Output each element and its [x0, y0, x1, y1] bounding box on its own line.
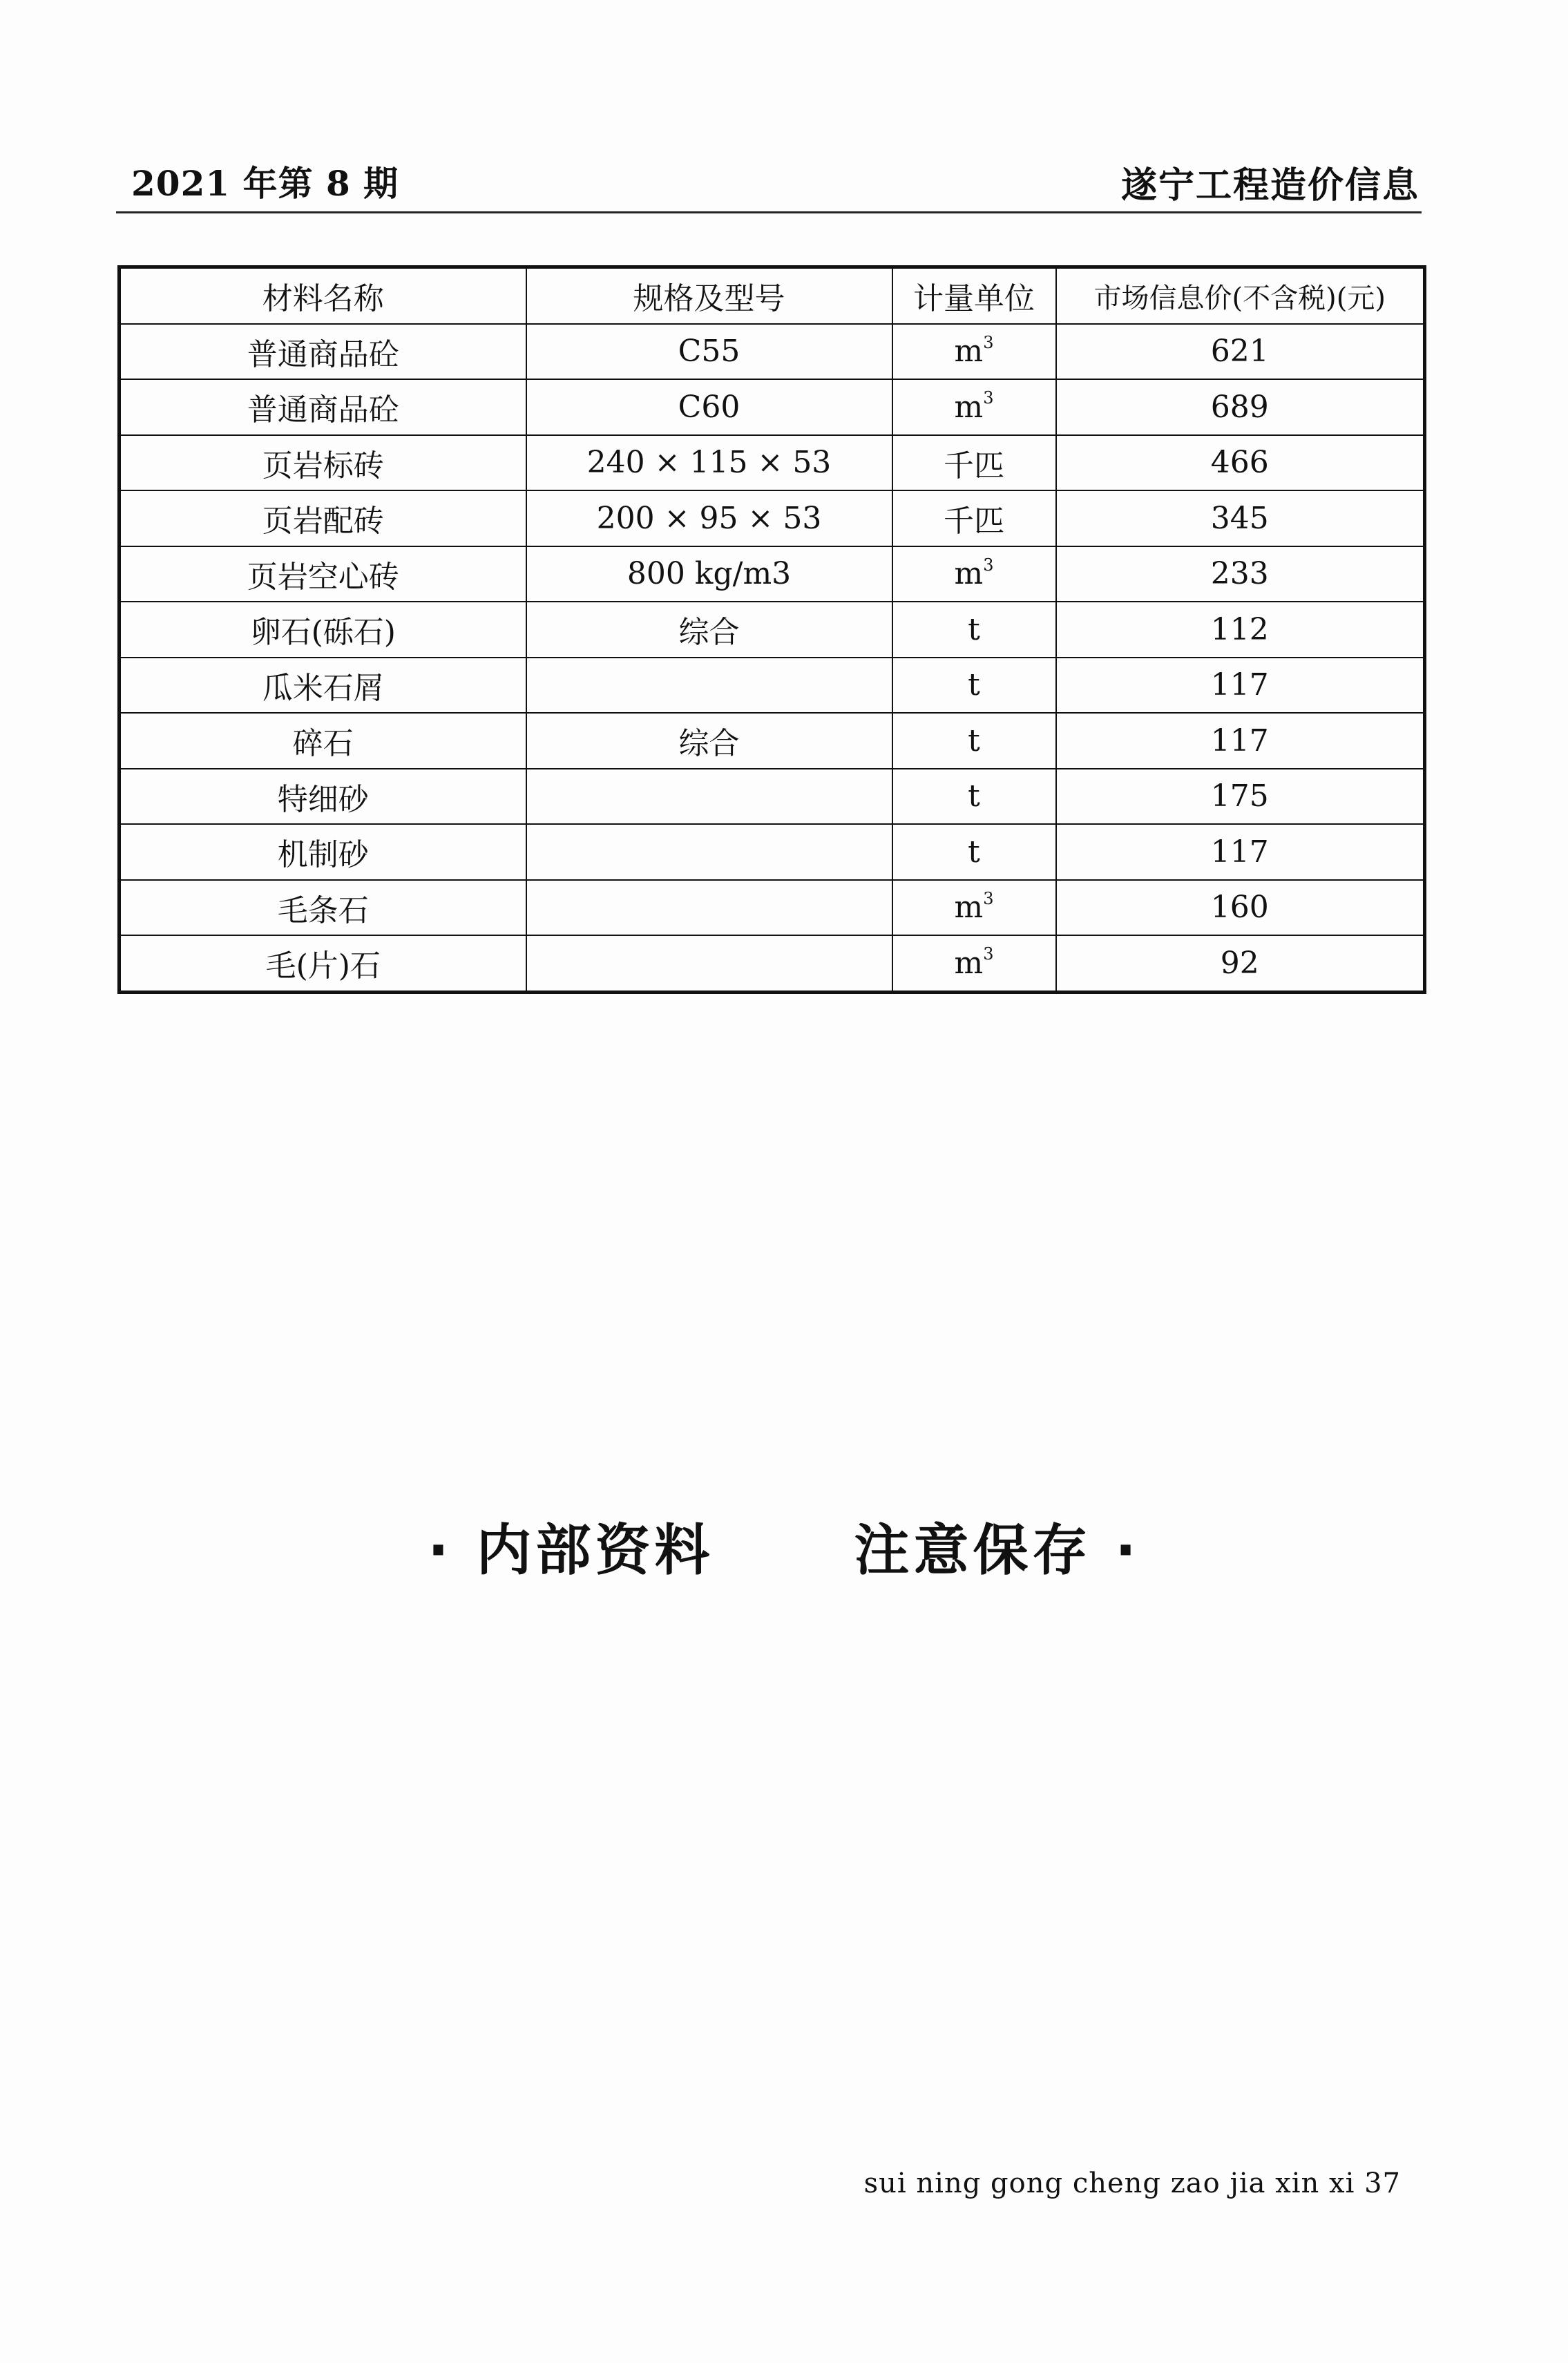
cell-unit	[892, 602, 1056, 658]
cell-unit	[892, 658, 1056, 714]
cell-material-name: 普通商品砼	[119, 379, 526, 435]
cell-unit	[892, 935, 1056, 992]
table-row	[119, 935, 1425, 992]
cell-unit	[892, 490, 1056, 546]
cell-price: 345	[1056, 490, 1425, 546]
cell-unit	[892, 379, 1056, 435]
cell-unit	[892, 546, 1056, 602]
cell-spec	[526, 824, 892, 880]
cell-price: 117	[1056, 658, 1425, 714]
cell-unit	[892, 824, 1056, 880]
internal-notice: · 内部资料 注意保存 ·	[428, 1518, 1140, 1582]
cell-material-name: 页岩空心砖	[119, 546, 526, 602]
table-row	[119, 490, 1425, 546]
cell-price: 689	[1056, 379, 1425, 435]
cell-material-name: 页岩标砖	[119, 435, 526, 491]
cell-unit	[892, 435, 1056, 491]
cell-spec: C60	[526, 379, 892, 435]
cell-price: 92	[1056, 935, 1425, 992]
cell-price: 117	[1056, 713, 1425, 769]
cell-price: 466	[1056, 435, 1425, 491]
table-header-row	[119, 267, 1425, 324]
cell-price: 117	[1056, 824, 1425, 880]
cell-spec	[526, 935, 892, 992]
cell-material-name: 页岩配砖	[119, 490, 526, 546]
cell-price: 175	[1056, 769, 1425, 825]
unit-text: t	[968, 723, 980, 758]
table-row	[119, 546, 1425, 602]
publication-title: 遂宁工程造价信息	[1120, 164, 1419, 207]
material-price-table	[117, 265, 1426, 994]
cell-spec: 200 × 95 × 53	[526, 490, 892, 546]
cell-spec	[526, 880, 892, 936]
cell-spec	[526, 658, 892, 714]
unit-superscript: 3	[983, 555, 994, 575]
column-header-unit: 计量单位	[892, 267, 1056, 324]
unit-text: t	[968, 667, 980, 703]
table-row	[119, 435, 1425, 491]
unit-text: m	[954, 389, 984, 425]
unit-superscript: 3	[983, 888, 994, 908]
cell-material-name: 卵石(砾石)	[119, 602, 526, 658]
cell-material-name: 机制砂	[119, 824, 526, 880]
unit-text: m	[954, 334, 984, 370]
cell-spec: 800 kg/m3	[526, 546, 892, 602]
unit-text: t	[968, 611, 980, 647]
cell-unit	[892, 713, 1056, 769]
issue-label: 2021 年第 8 期	[131, 163, 399, 204]
table-row	[119, 324, 1425, 380]
column-header-name: 材料名称	[119, 267, 526, 324]
cell-price: 112	[1056, 602, 1425, 658]
unit-text: m	[954, 556, 984, 592]
unit-superscript: 3	[983, 944, 994, 964]
cell-spec: 综合	[526, 713, 892, 769]
cell-unit	[892, 769, 1056, 825]
unit-text: t	[968, 778, 980, 814]
cell-material-name: 毛条石	[119, 880, 526, 936]
table-row	[119, 769, 1425, 825]
unit-text: 千匹	[944, 448, 1004, 484]
unit-text: m	[954, 890, 984, 926]
column-header-price: 市场信息价(不含税)(元)	[1056, 267, 1425, 324]
unit-superscript: 3	[983, 388, 994, 408]
unit-text: 千匹	[944, 504, 1004, 539]
cell-price: 621	[1056, 324, 1425, 380]
cell-material-name: 普通商品砼	[119, 324, 526, 380]
cell-unit	[892, 880, 1056, 936]
table-row	[119, 824, 1425, 880]
cell-spec: 综合	[526, 602, 892, 658]
cell-material-name: 碎石	[119, 713, 526, 769]
cell-unit	[892, 324, 1056, 380]
cell-price: 233	[1056, 546, 1425, 602]
cell-spec: C55	[526, 324, 892, 380]
unit-superscript: 3	[983, 332, 994, 352]
cell-material-name: 毛(片)石	[119, 935, 526, 992]
cell-spec: 240 × 115 × 53	[526, 435, 892, 491]
cell-price: 160	[1056, 880, 1425, 936]
table-row	[119, 602, 1425, 658]
page-footer: sui ning gong cheng zao jia xin xi 37	[863, 2168, 1401, 2199]
table-row	[119, 713, 1425, 769]
table-row	[119, 880, 1425, 936]
column-header-spec: 规格及型号	[526, 267, 892, 324]
table-body	[119, 324, 1425, 993]
header-divider	[116, 211, 1422, 213]
unit-text: t	[968, 834, 980, 870]
unit-text: m	[954, 945, 984, 981]
cell-spec	[526, 769, 892, 825]
table-row	[119, 658, 1425, 714]
cell-material-name: 瓜米石屑	[119, 658, 526, 714]
table-row	[119, 379, 1425, 435]
cell-material-name: 特细砂	[119, 769, 526, 825]
